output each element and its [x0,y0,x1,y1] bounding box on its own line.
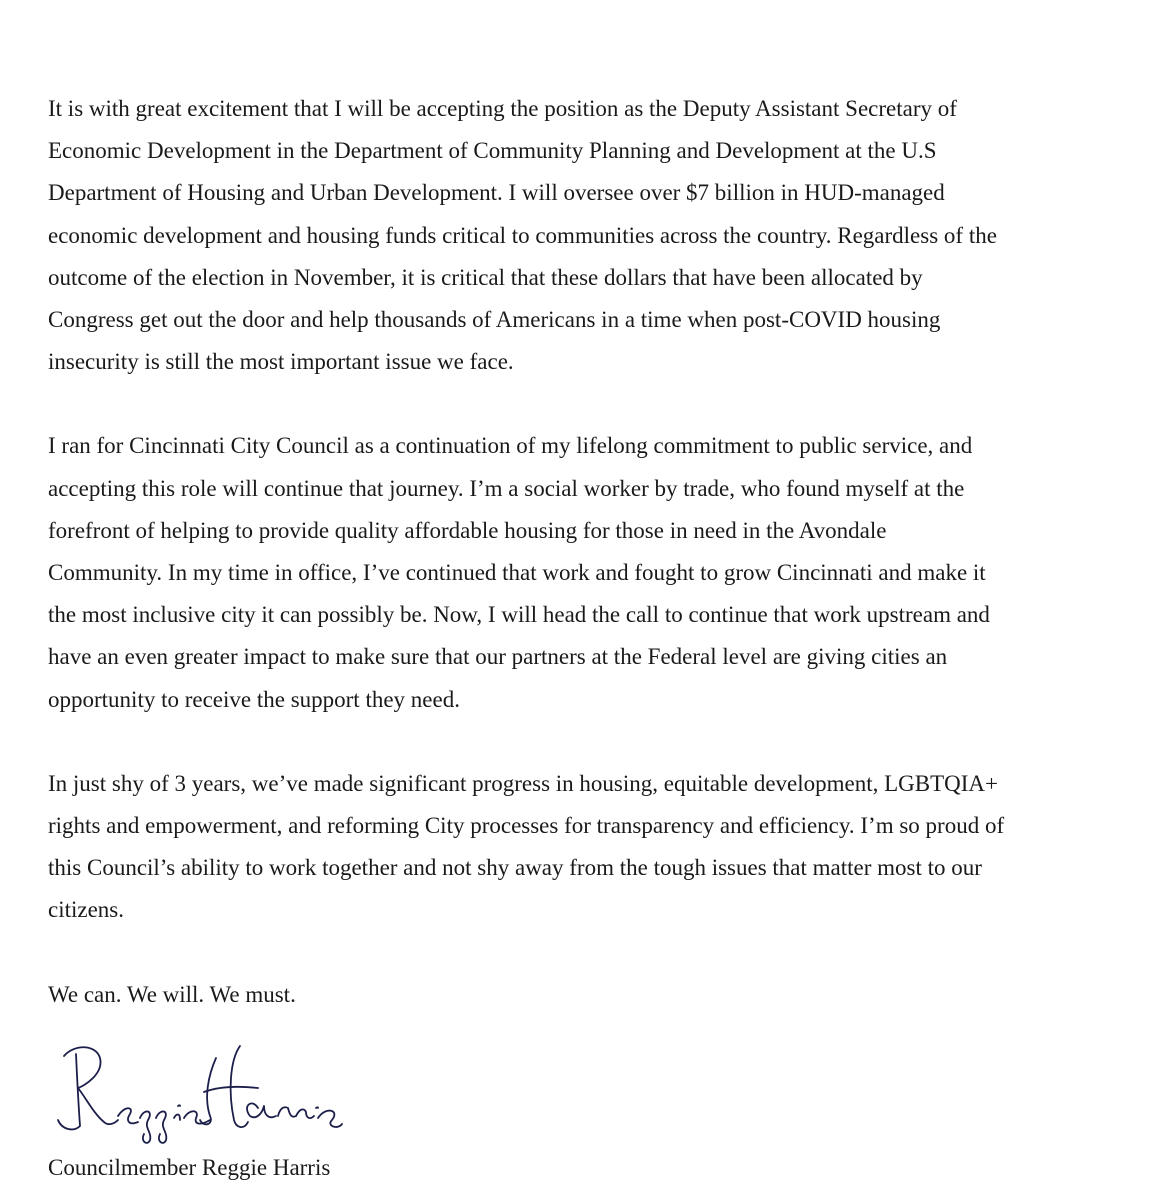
paragraph-line: It is with great excitement that I will be accepting the position as the Deputy Assistant Secretary of [48,96,957,121]
paragraph-line: I ran for Cincinnati City Council as a continuation of my lifelong commitment to public service, and [48,433,973,459]
paragraph-line: In just shy of 3 years, we’ve made significant progress in housing, equitable development, LGBTQIA+ [48,770,999,796]
paragraph-line: Department of Housing and Urban Development. I will oversee over $7 billion in HUD-managed [48,180,945,206]
handwritten-signature [44,1036,344,1148]
paragraph-line: this Council’s ability to work together and not shy away from the tough issues that matter most to our [48,855,982,881]
paragraph-line: opportunity to receive the support they need. [48,686,460,712]
signature-drawing [44,1036,344,1148]
paragraph-2 [48,425,1148,720]
paragraph-line: citizens. [48,897,124,923]
closing-line: We can. We will. We must. [48,981,296,1007]
paragraph-line: the most inclusive city it can possibly be. Now, I will head the call to continue that work upstream and [48,602,990,628]
paragraph-3 [48,763,1148,932]
paragraph-1 [48,88,1148,383]
paragraph-line: have an even greater impact to make sure that our partners at the Federal level are giving cities an [48,644,948,670]
paragraph-line: Economic Development in the Department of Community Planning and Development at the U.S [48,138,937,164]
signer-name: Councilmember Reggie Harris [48,1155,331,1180]
paragraph-line: outcome of the election in November, it is critical that these dollars that have been allocated by [48,264,923,290]
paragraph-line: insecurity is still the most important issue we face. [48,349,514,375]
paragraph-line: forefront of helping to provide quality affordable housing for those in need in the Avondale [48,517,887,543]
paragraph-line: rights and empowerment, and reforming City processes for transparency and efficiency. I’m so proud of [48,813,1005,839]
paragraph-line: economic development and housing funds critical to communities across the country. Regardless of the [48,222,997,248]
letter-body [48,88,1148,1016]
paragraph-line: Community. In my time in office, I’ve continued that work and fought to grow Cincinnati and make it [48,560,986,586]
paragraph-line: Congress get out the door and help thousands of Americans in a time when post-COVID housing [48,307,941,333]
paragraph-line: accepting this role will continue that journey. I’m a social worker by trade, who found myself at the [48,475,965,501]
